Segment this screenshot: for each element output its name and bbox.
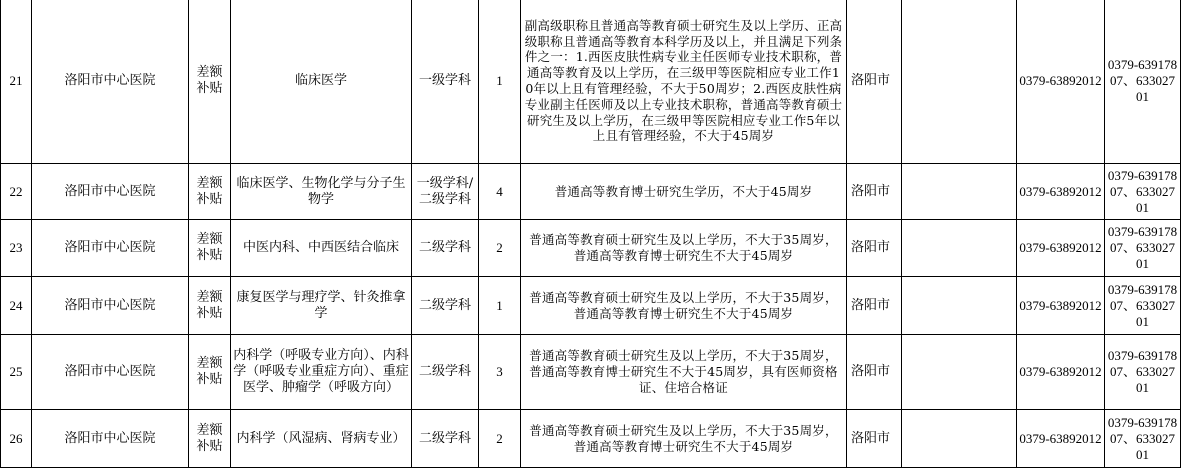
consult-phone: 0379-63917807、63302701: [1105, 277, 1181, 335]
discipline-level: 一级学科/二级学科: [412, 164, 479, 220]
contact-phone: 0379-63892012: [1017, 277, 1105, 335]
discipline-level: 二级学科: [412, 410, 479, 468]
employer-name: 洛阳市中心医院: [32, 277, 189, 335]
empty-cell: [902, 335, 1017, 410]
consult-phone: 0379-63917807、63302701: [1105, 0, 1181, 164]
requirement-text: 普通高等教育博士研究生学历，不大于45周岁: [521, 164, 847, 220]
table-row: [1, 164, 1181, 220]
position-count: 1: [479, 0, 521, 164]
funding-type: 差额补贴: [189, 0, 231, 164]
empty-cell: [902, 220, 1017, 277]
discipline-level: 二级学科: [412, 220, 479, 277]
row-number: 26: [1, 410, 32, 468]
employer-name: 洛阳市中心医院: [32, 164, 189, 220]
employer-name: 洛阳市中心医院: [32, 410, 189, 468]
major-name: 内科学（呼吸专业方向）、内科学（呼吸专业重症方向）、重症医学、肿瘤学（呼吸方向）: [231, 335, 412, 410]
table-row: [1, 335, 1181, 410]
row-number: 22: [1, 164, 32, 220]
work-location: 洛阳市: [847, 410, 902, 468]
position-count: 2: [479, 410, 521, 468]
requirement-text: 普通高等教育硕士研究生及以上学历，不大于35周岁，普通高等教育博士研究生不大于45周岁: [521, 220, 847, 277]
funding-type: 差额补贴: [189, 220, 231, 277]
consult-phone: 0379-63917807、63302701: [1105, 335, 1181, 410]
row-number: 23: [1, 220, 32, 277]
contact-phone: 0379-63892012: [1017, 164, 1105, 220]
employer-name: 洛阳市中心医院: [32, 335, 189, 410]
consult-phone: 0379-63917807、63302701: [1105, 220, 1181, 277]
requirement-text: 普通高等教育硕士研究生及以上学历，不大于35周岁，普通高等教育博士研究生不大于45周岁: [521, 410, 847, 468]
funding-type: 差额补贴: [189, 277, 231, 335]
row-number: 21: [1, 0, 32, 164]
consult-phone: 0379-63917807、63302701: [1105, 164, 1181, 220]
consult-phone: 0379-63917807、63302701: [1105, 410, 1181, 468]
funding-type: 差额补贴: [189, 410, 231, 468]
row-number: 25: [1, 335, 32, 410]
table-row: [1, 277, 1181, 335]
empty-cell: [902, 410, 1017, 468]
requirement-text: 副高级职称且普通高等教育硕士研究生及以上学历、正高级职称且普通高等教育本科学历及以上，并且满足下列条件之一：1.西医皮肤性病专业主任医师专业技术职称，普通高等教育及以上学历，在三级甲等医院相应专业工作10年以上且有管理经验，不大于50周岁；2.西医皮肤性病专业副主任医师及以上专业技术职称，普通高等教育硕士研究生及以上学历，在三级甲等医院相应专业工作5年以上且有管理经验，不大于45周岁: [521, 0, 847, 164]
discipline-level: 一级学科: [412, 0, 479, 164]
major-name: 内科学（风湿病、肾病专业）: [231, 410, 412, 468]
discipline-level: 二级学科: [412, 277, 479, 335]
employer-name: 洛阳市中心医院: [32, 0, 189, 164]
contact-phone: 0379-63892012: [1017, 410, 1105, 468]
work-location: 洛阳市: [847, 220, 902, 277]
row-number: 24: [1, 277, 32, 335]
contact-phone: 0379-63892012: [1017, 220, 1105, 277]
empty-cell: [902, 277, 1017, 335]
work-location: 洛阳市: [847, 277, 902, 335]
contact-phone: 0379-63892012: [1017, 0, 1105, 164]
table-row: [1, 220, 1181, 277]
position-count: 4: [479, 164, 521, 220]
employer-name: 洛阳市中心医院: [32, 220, 189, 277]
contact-phone: 0379-63892012: [1017, 335, 1105, 410]
empty-cell: [902, 164, 1017, 220]
table-row: [1, 0, 1181, 164]
position-count: 1: [479, 277, 521, 335]
requirement-text: 普通高等教育硕士研究生及以上学历，不大于35周岁，普通高等教育博士研究生不大于45周岁，具有医师资格证、住培合格证: [521, 335, 847, 410]
work-location: 洛阳市: [847, 0, 902, 164]
major-name: 临床医学: [231, 0, 412, 164]
major-name: 中医内科、中西医结合临床: [231, 220, 412, 277]
position-count: 3: [479, 335, 521, 410]
major-name: 临床医学、生物化学与分子生物学: [231, 164, 412, 220]
major-name: 康复医学与理疗学、针灸推拿学: [231, 277, 412, 335]
funding-type: 差额补贴: [189, 164, 231, 220]
position-count: 2: [479, 220, 521, 277]
funding-type: 差额补贴: [189, 335, 231, 410]
work-location: 洛阳市: [847, 164, 902, 220]
table-row: [1, 410, 1181, 468]
discipline-level: 二级学科: [412, 335, 479, 410]
requirement-text: 普通高等教育硕士研究生及以上学历，不大于35周岁，普通高等教育博士研究生不大于45周岁: [521, 277, 847, 335]
work-location: 洛阳市: [847, 335, 902, 410]
empty-cell: [902, 0, 1017, 164]
